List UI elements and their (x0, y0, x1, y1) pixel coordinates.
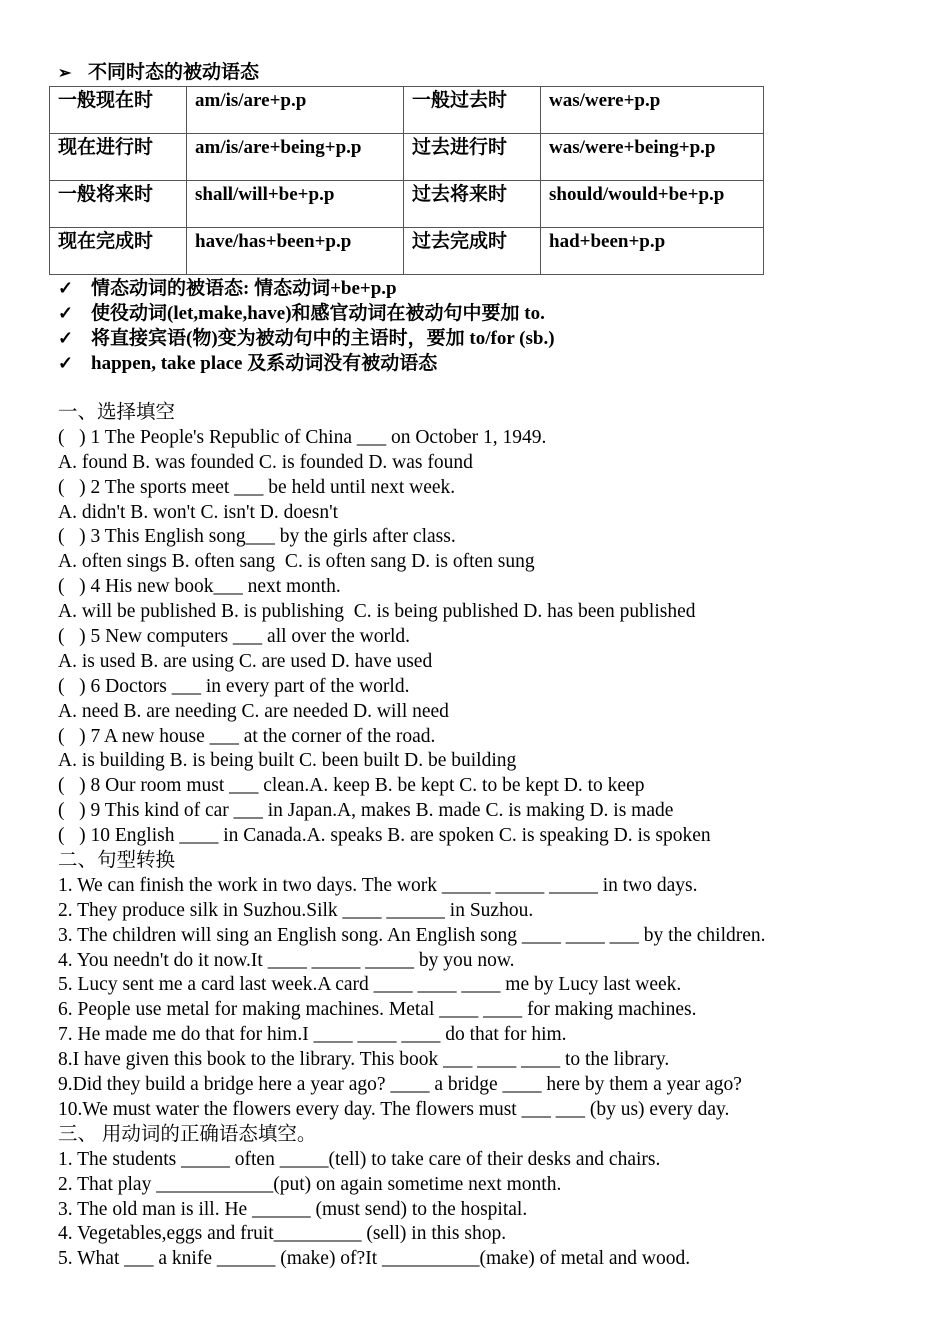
rule-item: ✓ 情态动词的被语态: 情态动词+be+p.p (58, 278, 397, 299)
text-line: 2. They produce silk in Suzhou.Silk ____ ______ in Suzhou. (58, 899, 534, 921)
table-cell: am/is/are+p.p (187, 87, 404, 134)
text-line: A. is used B. are using C. are used D. have used (58, 650, 433, 672)
check-icon: ✓ (58, 278, 74, 298)
rule-item: ✓ 使役动词(let,make,have)和感官动词在被动句中要加 to. (58, 303, 545, 324)
table-cell: 过去完成时 (404, 228, 541, 275)
text-line: ( ) 4 His new book___ next month. (58, 576, 341, 598)
text-line: 1. The students _____ often _____(tell) to take care of their desks and chairs. (58, 1148, 661, 1170)
text-line: 6. People use metal for making machines. Metal ____ ____ for making machines. (58, 999, 697, 1021)
text-line: 2. That play ____________(put) on again sometime next month. (58, 1173, 562, 1195)
table-cell: 一般过去时 (404, 87, 541, 134)
text-line: ( ) 1 The People's Republic of China ___ on October 1, 1949. (58, 426, 547, 448)
text-line: ( ) 8 Our room must ___ clean.A. keep B. be kept C. to be kept D. to keep (58, 775, 645, 797)
table-cell: had+been+p.p (541, 228, 764, 275)
table-cell: should/would+be+p.p (541, 181, 764, 228)
text-line: 3. The children will sing an English song. An English song ____ ____ ___ by the children. (58, 924, 766, 946)
check-icon: ✓ (58, 303, 74, 323)
table-cell: 现在进行时 (50, 134, 187, 181)
table-cell: 现在完成时 (50, 228, 187, 275)
text-line: ( ) 10 English ____ in Canada.A. speaks B. are spoken C. is speaking D. is spoken (58, 825, 711, 847)
arrow-bullet-icon: ➢ (58, 65, 72, 82)
text-line: ( ) 7 A new house ___ at the corner of the road. (58, 725, 436, 747)
spacer (58, 376, 898, 401)
text-line: 一、选择填空 (58, 402, 176, 423)
text-line: 3. The old man is ill. He ______ (must send) to the hospital. (58, 1198, 528, 1220)
worksheet-page (58, 60, 898, 1272)
section-heading (58, 60, 898, 86)
passive-voice-tense-table (49, 86, 764, 275)
text-line: 4. Vegetables,eggs and fruit_________ (sell) in this shop. (58, 1223, 507, 1245)
text-line: ( ) 6 Doctors ___ in every part of the world. (58, 675, 410, 697)
table-row (50, 181, 764, 228)
table-cell: was/were+p.p (541, 87, 764, 134)
text-line: ( ) 5 New computers ___ all over the world. (58, 626, 410, 648)
table-row (50, 87, 764, 134)
text-line: ( ) 2 The sports meet ___ be held until next week. (58, 476, 456, 498)
rule-item: ✓ happen, take place 及系动词没有被动语态 (58, 353, 438, 374)
table-row (50, 228, 764, 275)
text-line: 三、 用动词的正确语态填空。 (58, 1123, 317, 1145)
table-cell: 过去将来时 (404, 181, 541, 228)
text-line: A. didn't B. won't C. isn't D. doesn't (58, 501, 339, 523)
text-line: A. often sings B. often sang C. is often sang D. is often sung (58, 551, 535, 573)
text-line: 10.We must water the flowers every day. The flowers must ___ ___ (by us) every day. (58, 1098, 730, 1120)
text-line: 5. Lucy sent me a card last week.A card ____ ____ ____ me by Lucy last week. (58, 974, 682, 996)
text-line: A. is building B. is being built C. been built D. be building (58, 750, 517, 772)
table-cell: 一般将来时 (50, 181, 187, 228)
rules-list (58, 276, 898, 376)
table-cell: 过去进行时 (404, 134, 541, 181)
text-line: 1. We can finish the work in two days. The work _____ _____ _____ in two days. (58, 874, 698, 896)
text-line: ( ) 9 This kind of car ___ in Japan.A, makes B. made C. is making D. is made (58, 800, 674, 822)
text-line: 7. He made me do that for him.I ____ ____ ____ do that for him. (58, 1024, 567, 1046)
table-cell: 一般现在时 (50, 87, 187, 134)
table-cell: am/is/are+being+p.p (187, 134, 404, 181)
text-line: 二、句型转换 (58, 850, 176, 872)
rule-item: ✓ 将直接宾语(物)变为被动句中的主语时，要加 to/for (sb.) (58, 328, 555, 349)
text-line: 5. What ___ a knife ______ (make) of?It __________(make) of metal and wood. (58, 1248, 691, 1270)
check-icon: ✓ (58, 328, 74, 348)
exercise-lines (58, 401, 898, 1272)
text-line: ( ) 3 This English song___ by the girls after class. (58, 526, 456, 548)
check-icon: ✓ (58, 353, 74, 373)
table-cell: was/were+being+p.p (541, 134, 764, 181)
text-line: 9.Did they build a bridge here a year ago? ____ a bridge ____ here by them a year ago? (58, 1074, 742, 1096)
table-cell: have/has+been+p.p (187, 228, 404, 275)
table-row (50, 134, 764, 181)
heading-title: 不同时态的被动语态 (88, 62, 260, 83)
text-line: 8.I have given this book to the library. This book ___ ____ ____ to the library. (58, 1049, 670, 1071)
text-line: A. will be published B. is publishing C. is being published D. has been published (58, 601, 696, 623)
text-line: 4. You needn't do it now.It ____ _____ _____ by you now. (58, 949, 515, 971)
text-line: A. need B. are needing C. are needed D. will need (58, 700, 449, 722)
table-cell: shall/will+be+p.p (187, 181, 404, 228)
text-line: A. found B. was founded C. is founded D. was found (58, 451, 473, 473)
